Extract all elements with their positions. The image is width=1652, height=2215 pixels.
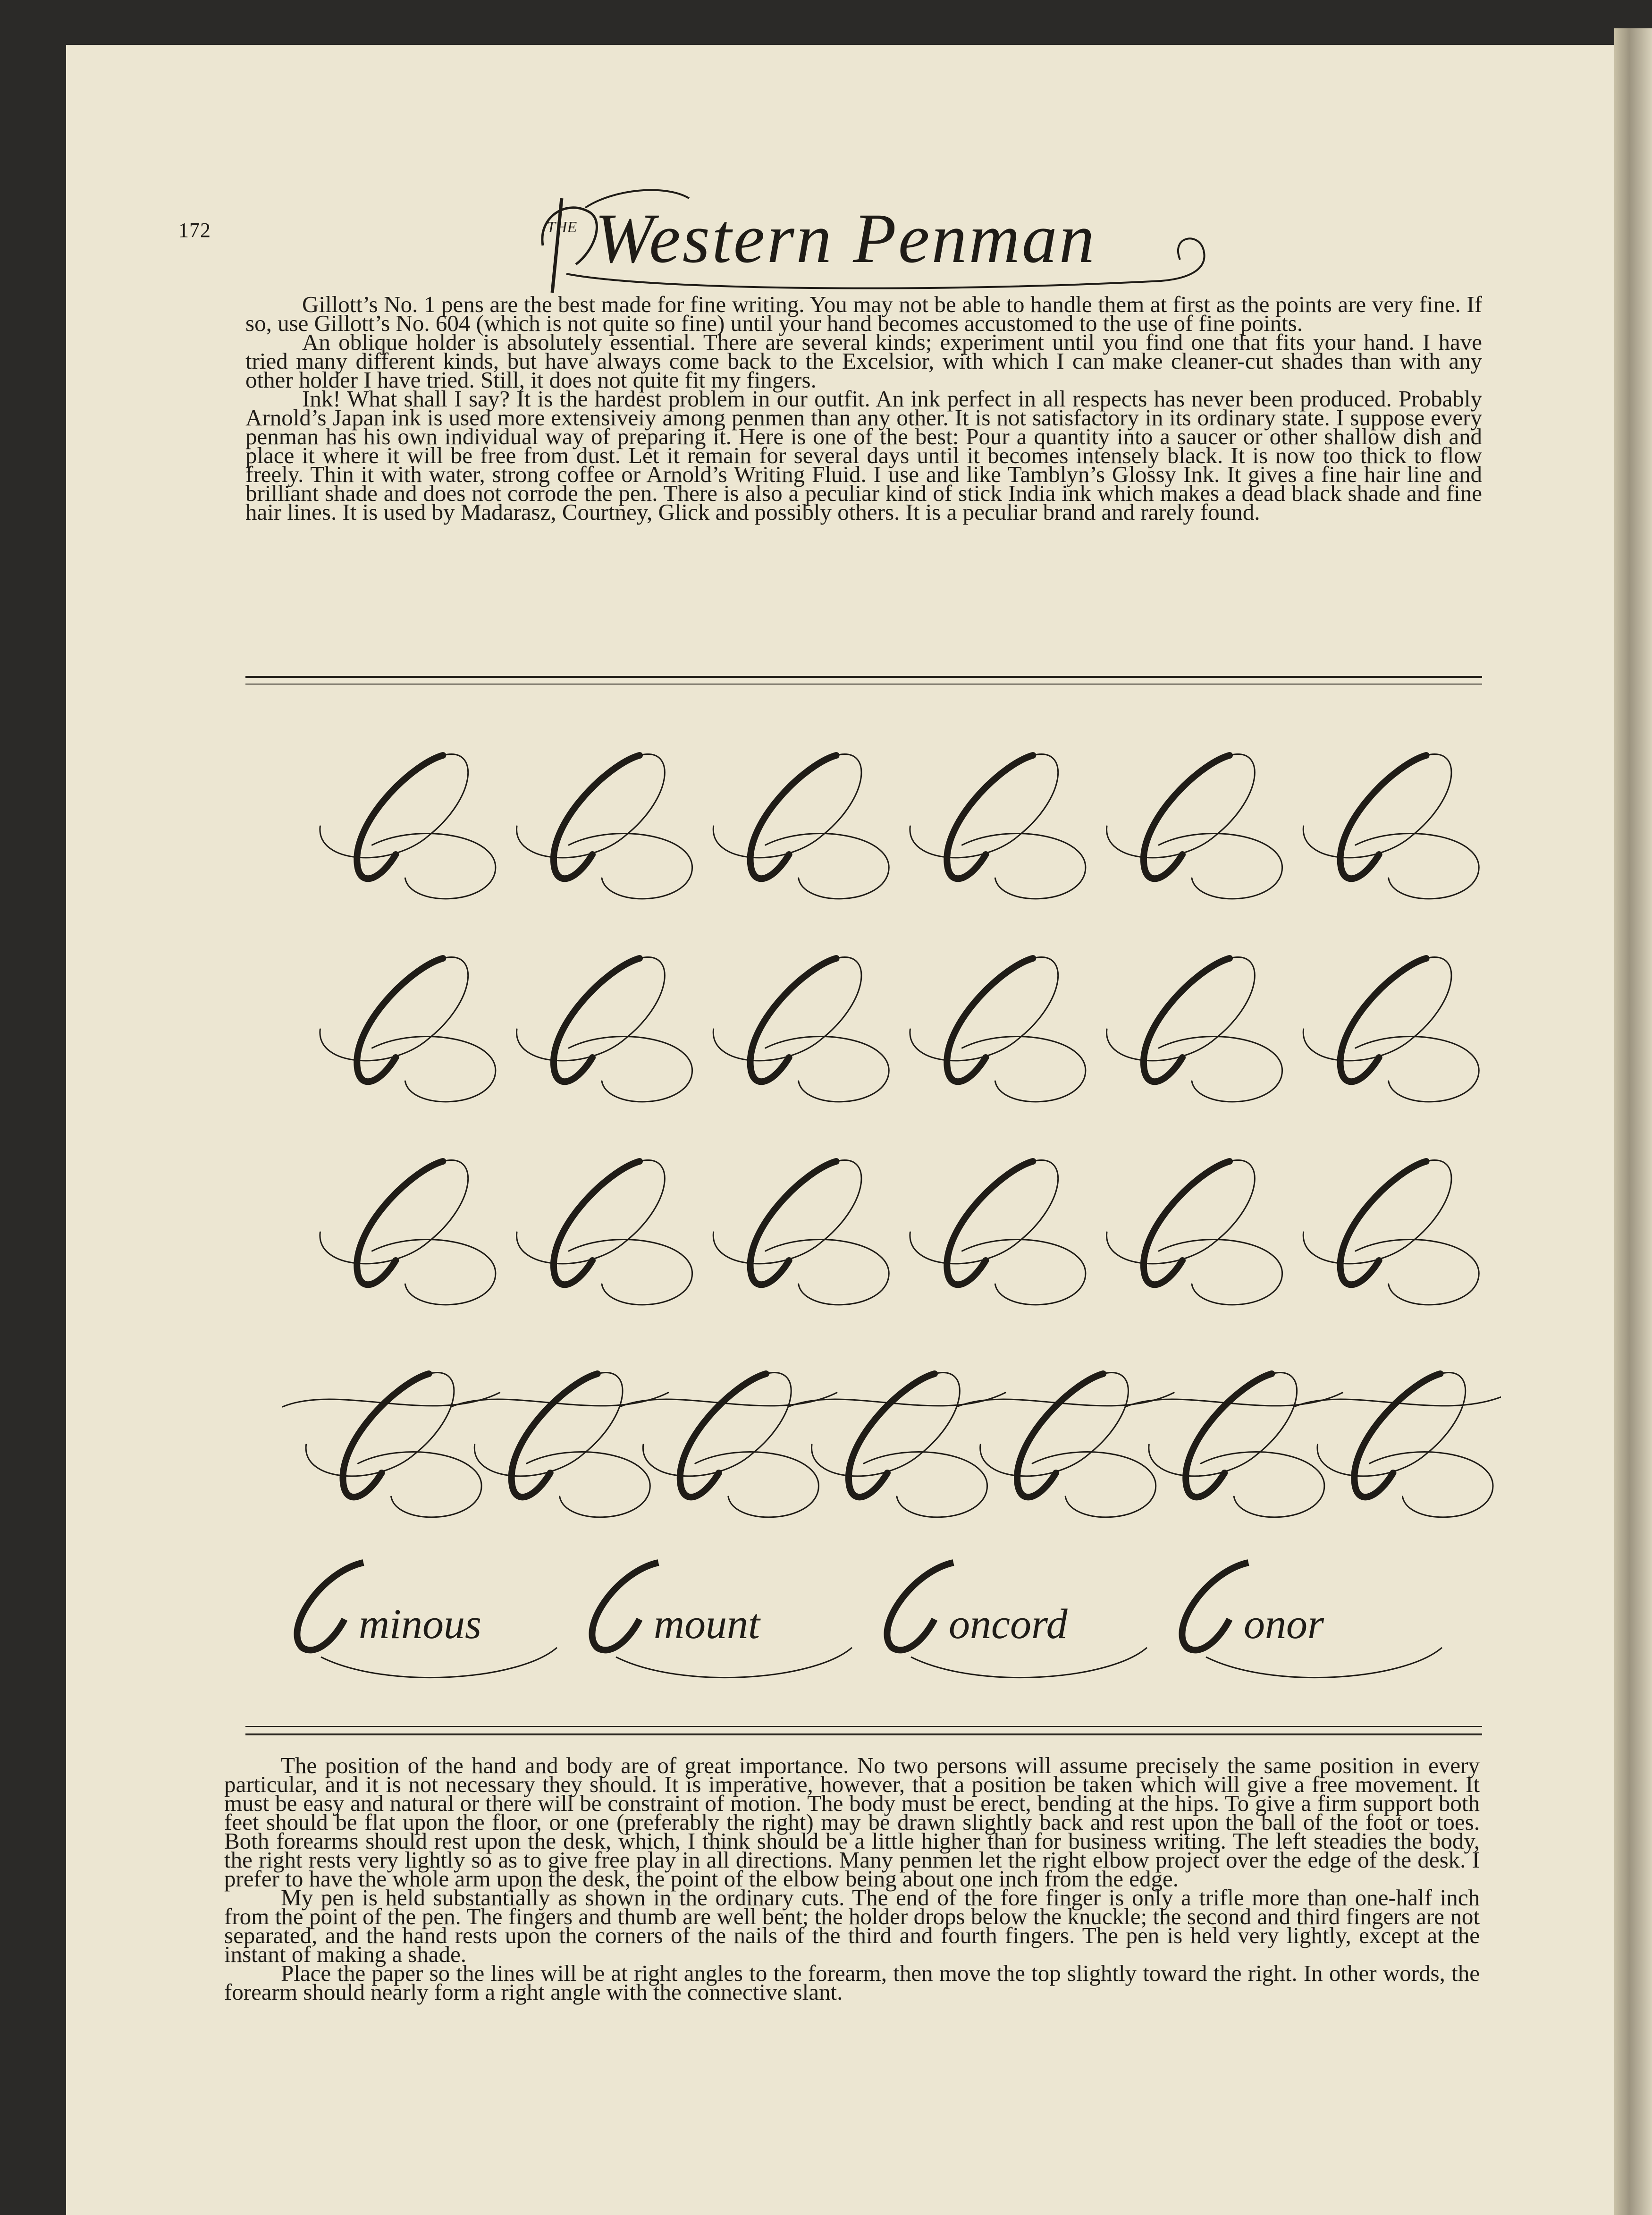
script-capital-c <box>910 1160 1086 1305</box>
page-number: 172 <box>178 219 211 242</box>
paragraph-holder: An oblique holder is absolutely essential. There are several kinds; experiment until you find one that fits your hand. I have tried many different kinds, but have always come back to the Excelsior, with which I can make cleaner-cut shades than with any other holder I have tried. Still, it does not quite fit my fingers. <box>245 329 1482 393</box>
rule-top-thick <box>245 676 1482 678</box>
rule-top-thin <box>245 684 1482 685</box>
masthead-logo <box>510 179 1227 307</box>
script-capital-c <box>320 1160 496 1305</box>
script-capital-c <box>1303 1160 1479 1305</box>
article-bottom <box>224 1752 1480 2005</box>
script-capital-o <box>1107 754 1282 899</box>
script-capital-h <box>451 1373 668 1517</box>
script-capital-o <box>910 754 1086 899</box>
script-capital-h <box>1294 1373 1501 1517</box>
book-gutter <box>1614 28 1652 2215</box>
script-capital-o <box>320 754 496 899</box>
masthead-title: Western Penman <box>595 199 1096 278</box>
script-capital-h <box>957 1373 1174 1517</box>
paragraph-paper: Place the paper so the lines will be at right angles to the forearm, then move the top slightly toward the right. In other words, the forearm should nearly form a right angle with the connective slant. <box>224 1960 1480 2005</box>
script-capital-c <box>713 1160 889 1305</box>
script-capital-h <box>1125 1373 1342 1517</box>
script-capital-c <box>517 1160 692 1305</box>
paragraph-ink: Ink! What shall I say? It is the hardest problem in our outfit. An ink perfect in all respects has never been produced. Probably Arnold’s Japan ink is used more extensiveiy among penmen than any other. It is not satisfactory in its ordinary state. I suppose every penman has his own individual way of preparing it. Here is one of the best: Pour a quantity into a saucer or other shallow dish and place it where it will be free from dust. Let it remain for several days until it becomes intensely black. It is now too thick to flow freely. Thin it with water, strong coffee or Arnold’s Writing Fluid. I use and like Tamblyn’s Glossy Ink. It gives a fine hair line and brilliant shade and does not corrode the pen. There is also a peculiar kind of stick India ink which makes a dead black shade and fine hair lines. It is used by Madarasz, Courtney, Glick and possibly others. It is a peculiar brand and rarely found. <box>245 386 1482 525</box>
script-word-ominous <box>297 1563 557 1678</box>
paragraph-pens: Gillott’s No. 1 pens are the best made for fine writing. You may not be able to handle them at first as the points are very fine. If so, use Gillott’s No. 604 (which is not quite so fine) until your hand becomes accustomed to the use of fine points. <box>245 291 1482 336</box>
script-capital-h <box>620 1373 837 1517</box>
script-capital-a <box>517 957 692 1102</box>
script-capital-o <box>1303 754 1479 899</box>
script-capital-a <box>910 957 1086 1102</box>
paragraph-pen-hold: My pen is held substantially as shown in the ordinary cuts. The end of the fore finger is only a trifle more than one-half inch from the point of the pen. The fingers and thumb are well bent; the holder drops below the knuckle; the second and third fingers are not separated, and the hand rests upon the corners of the nails of the third and fourth fingers. The pen is held very lightly, except at the instant of making a shade. <box>224 1885 1480 1967</box>
script-word-concord <box>887 1563 1147 1678</box>
script-word-text: minous <box>359 1601 482 1648</box>
script-word-amount <box>592 1563 852 1678</box>
script-specimen-plate <box>264 699 1501 1718</box>
script-capital-a <box>320 957 496 1102</box>
script-capital-o <box>713 754 889 899</box>
script-capital-h <box>283 1373 500 1517</box>
script-word-text: onor <box>1244 1601 1324 1648</box>
rule-bottom-thin <box>245 1726 1482 1727</box>
script-capital-c <box>1107 1160 1282 1305</box>
script-word-text: mount <box>654 1601 760 1648</box>
script-capital-a <box>1107 957 1282 1102</box>
script-word-text: oncord <box>949 1601 1068 1648</box>
script-capital-a <box>713 957 889 1102</box>
script-capital-h <box>788 1373 1005 1517</box>
rule-bottom-thick <box>245 1733 1482 1735</box>
script-word-honor <box>1182 1563 1442 1678</box>
script-capital-o <box>517 754 692 899</box>
article-top <box>245 291 1482 525</box>
paragraph-position: The position of the hand and body are of great importance. No two persons will assume precisely the same position in every particular, and it is not necessary they should. It is imperative, however, that a position be taken which will give a free movement. It must be easy and natural or there will be constraint of motion. The body must be erect, bending at the hips. To give a firm support both feet should be flat upon the floor, or one (preferably the right) may be drawn slightly back and rest upon the ball of the foot or toes. Both forearms should rest upon the desk, which, I think should be a little higher than for business writing. The left steadies the body, the right rests very lightly so as to give free play in all directions. Many penmen let the right elbow project over the edge of the desk. I prefer to have the whole arm upon the desk, the point of the elbow being about one inch from the edge. <box>224 1752 1480 1892</box>
masthead-monogram: THE <box>547 219 577 236</box>
script-capital-a <box>1303 957 1479 1102</box>
